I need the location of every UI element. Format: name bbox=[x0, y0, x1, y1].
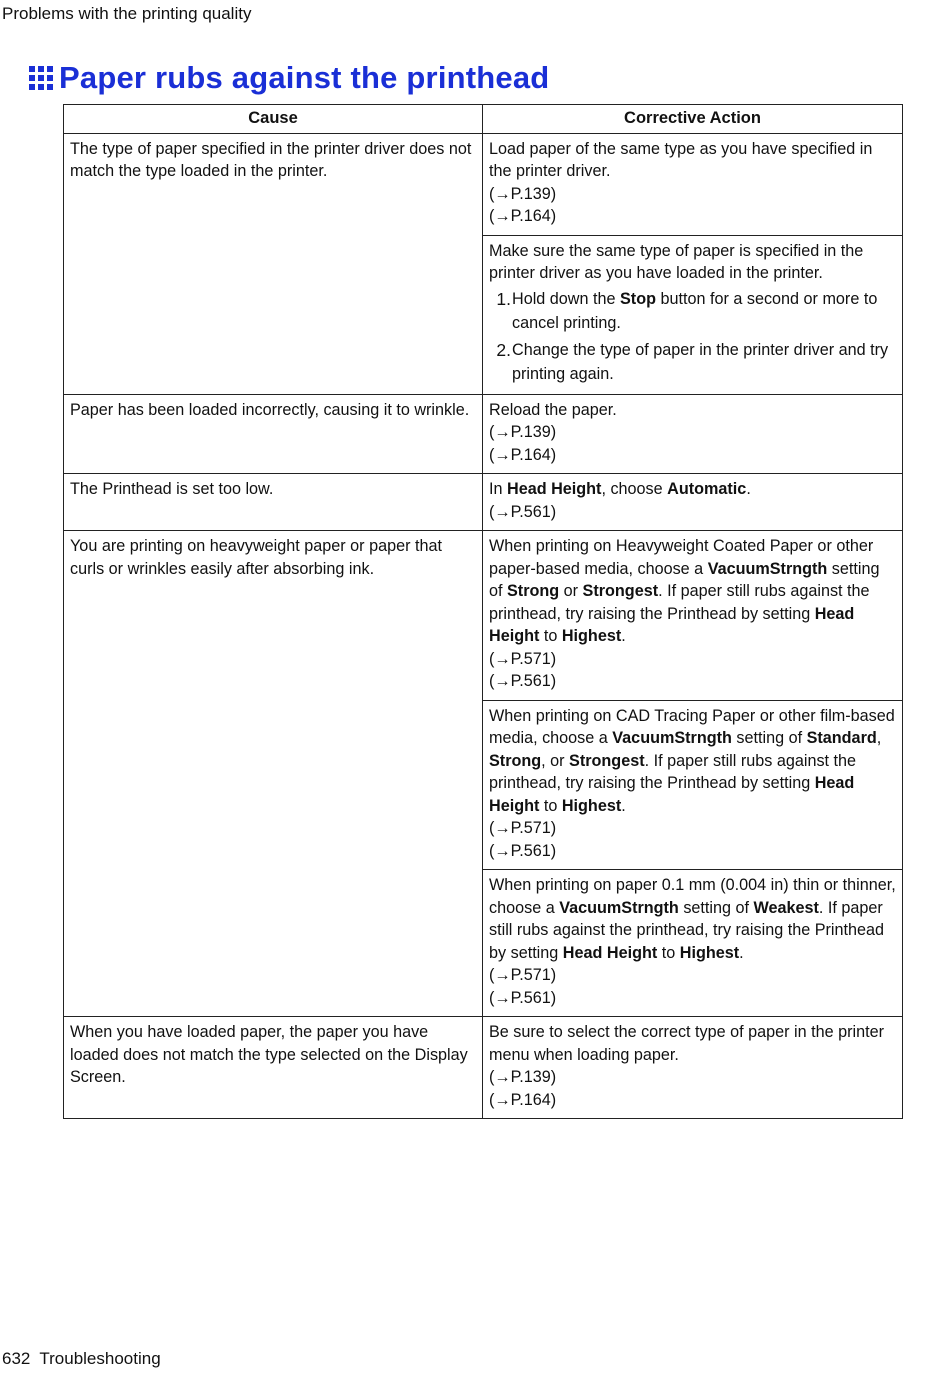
bold-term: Strong bbox=[489, 751, 542, 770]
text-fragment: setting of bbox=[731, 729, 807, 747]
bold-term: VacuumStrngth bbox=[612, 729, 732, 747]
page-reference: (→P.164) bbox=[489, 445, 557, 464]
action-text bbox=[489, 705, 896, 818]
step-text: Change the type of paper in the printer driver and try printing again. bbox=[512, 340, 889, 383]
page-reference: (→P.561) bbox=[489, 988, 557, 1007]
page-reference: (→P.561) bbox=[489, 841, 557, 860]
action-cell bbox=[483, 700, 903, 870]
page-reference: (→P.571) bbox=[489, 966, 557, 984]
step-text bbox=[512, 287, 896, 336]
text-fragment: , or bbox=[541, 751, 570, 770]
page-reference: (→P.571) bbox=[489, 819, 557, 837]
text-fragment: When printing on CAD Tracing Paper or other film-based media, choose a bbox=[489, 706, 895, 747]
cause-cell: When you have loaded paper, the paper you have loaded does not match the type selected on the Display Screen. bbox=[64, 1017, 483, 1119]
bold-term: Stop bbox=[620, 289, 656, 308]
action-cell bbox=[483, 1017, 903, 1119]
bold-term: Highest bbox=[561, 796, 622, 815]
text-fragment: button for a second or more to cancel printing. bbox=[512, 289, 878, 332]
cause-cell: Paper has been loaded incorrectly, causing it to wrinkle. bbox=[64, 394, 483, 474]
table-row bbox=[64, 394, 903, 474]
page-reference: (→P.164) bbox=[489, 1090, 557, 1109]
column-header-action: Corrective Action bbox=[483, 105, 903, 134]
page-reference: (→P.561) bbox=[489, 672, 557, 690]
bold-term: Strongest bbox=[569, 751, 645, 770]
text-fragment: to bbox=[657, 943, 680, 962]
text-fragment: , bbox=[876, 729, 882, 747]
page-reference: (→P.561) bbox=[489, 502, 557, 521]
step-list bbox=[489, 287, 896, 387]
text-fragment: . If paper still rubs against the printhead, try raising the Printhead by setting bbox=[489, 582, 870, 623]
bold-term: Strong bbox=[507, 582, 560, 600]
bold-term: Weakest bbox=[753, 898, 819, 917]
bold-term: Standard bbox=[806, 729, 877, 747]
page-title: Paper rubs against the printhead bbox=[59, 60, 550, 95]
text-fragment: setting of bbox=[678, 898, 754, 917]
table-row bbox=[64, 1017, 903, 1119]
action-text bbox=[489, 874, 896, 964]
text-fragment: setting of bbox=[489, 559, 880, 600]
action-text bbox=[489, 535, 896, 648]
bold-term: Automatic bbox=[667, 480, 747, 498]
page-reference: (→P.571) bbox=[489, 649, 557, 668]
action-text: Be sure to select the correct type of paper in the printer menu when loading paper. bbox=[489, 1023, 885, 1064]
action-cell bbox=[483, 474, 903, 531]
text-fragment: . If paper still rubs against the printhead, try raising the Printhead by setting bbox=[489, 898, 885, 962]
bold-term: Strongest bbox=[582, 582, 659, 600]
text-fragment: . bbox=[746, 480, 751, 498]
page-reference: (→P.139) bbox=[489, 423, 557, 441]
step-item bbox=[489, 287, 896, 336]
bold-term: Highest bbox=[561, 627, 622, 645]
table-row bbox=[64, 474, 903, 531]
step-item bbox=[489, 338, 896, 387]
page-reference: (→P.139) bbox=[489, 184, 557, 203]
bold-term: Head Height bbox=[507, 480, 602, 498]
action-cell bbox=[483, 531, 903, 701]
text-fragment: Hold down the bbox=[512, 289, 620, 308]
action-cell bbox=[483, 870, 903, 1017]
text-fragment: or bbox=[559, 582, 583, 600]
page-number: 632 bbox=[2, 1349, 31, 1368]
section-heading bbox=[28, 60, 549, 96]
column-header-cause: Cause bbox=[64, 105, 483, 134]
page-reference: (→P.139) bbox=[489, 1068, 557, 1086]
action-text bbox=[489, 478, 896, 501]
page-reference: (→P.164) bbox=[489, 207, 557, 225]
text-fragment: to bbox=[539, 796, 562, 815]
bold-term: Head Height bbox=[562, 943, 658, 962]
text-fragment: . bbox=[621, 627, 626, 645]
running-header: Problems with the printing quality bbox=[2, 4, 252, 23]
troubleshooting-table bbox=[63, 104, 903, 1119]
text-fragment: . If paper still rubs against the printhead, try raising the Printhead by setting bbox=[489, 751, 857, 792]
text-fragment: . bbox=[621, 796, 626, 815]
text-fragment: to bbox=[539, 627, 562, 645]
action-text: Load paper of the same type as you have specified in the printer driver. bbox=[489, 139, 873, 180]
action-cell bbox=[483, 133, 903, 235]
step-number: 2. bbox=[496, 339, 511, 360]
table-row bbox=[64, 531, 903, 701]
action-cell bbox=[483, 394, 903, 474]
cause-cell: The Printhead is set too low. bbox=[64, 474, 483, 531]
grid-icon bbox=[28, 65, 54, 91]
action-text: Make sure the same type of paper is specified in the printer driver as you have loaded in the printer. bbox=[489, 241, 864, 282]
step-number: 1. bbox=[496, 288, 511, 309]
cause-cell: The type of paper specified in the printer driver does not match the type loaded in the printer. bbox=[64, 133, 483, 394]
cause-cell: You are printing on heavyweight paper or paper that curls or wrinkles easily after absorbing ink. bbox=[64, 531, 483, 1017]
text-fragment: In bbox=[489, 480, 507, 498]
text-fragment: When printing on Heavyweight Coated Paper or other paper-based media, choose a bbox=[489, 537, 874, 578]
bold-term: Head Height bbox=[489, 604, 855, 645]
page-footer bbox=[2, 1349, 161, 1369]
text-fragment: When printing on paper 0.1 mm (0.004 in) thin or thinner, choose a bbox=[489, 876, 896, 917]
action-text: Reload the paper. bbox=[489, 400, 617, 419]
bold-term: Head Height bbox=[489, 774, 855, 815]
bold-term: Highest bbox=[679, 943, 740, 962]
bold-term: VacuumStrngth bbox=[707, 559, 828, 578]
table-header-row bbox=[64, 105, 903, 134]
table-row bbox=[64, 133, 903, 235]
footer-section: Troubleshooting bbox=[39, 1349, 161, 1368]
action-cell bbox=[483, 235, 903, 394]
text-fragment: , choose bbox=[601, 480, 668, 498]
bold-term: VacuumStrngth bbox=[559, 898, 679, 917]
text-fragment: . bbox=[739, 943, 744, 962]
